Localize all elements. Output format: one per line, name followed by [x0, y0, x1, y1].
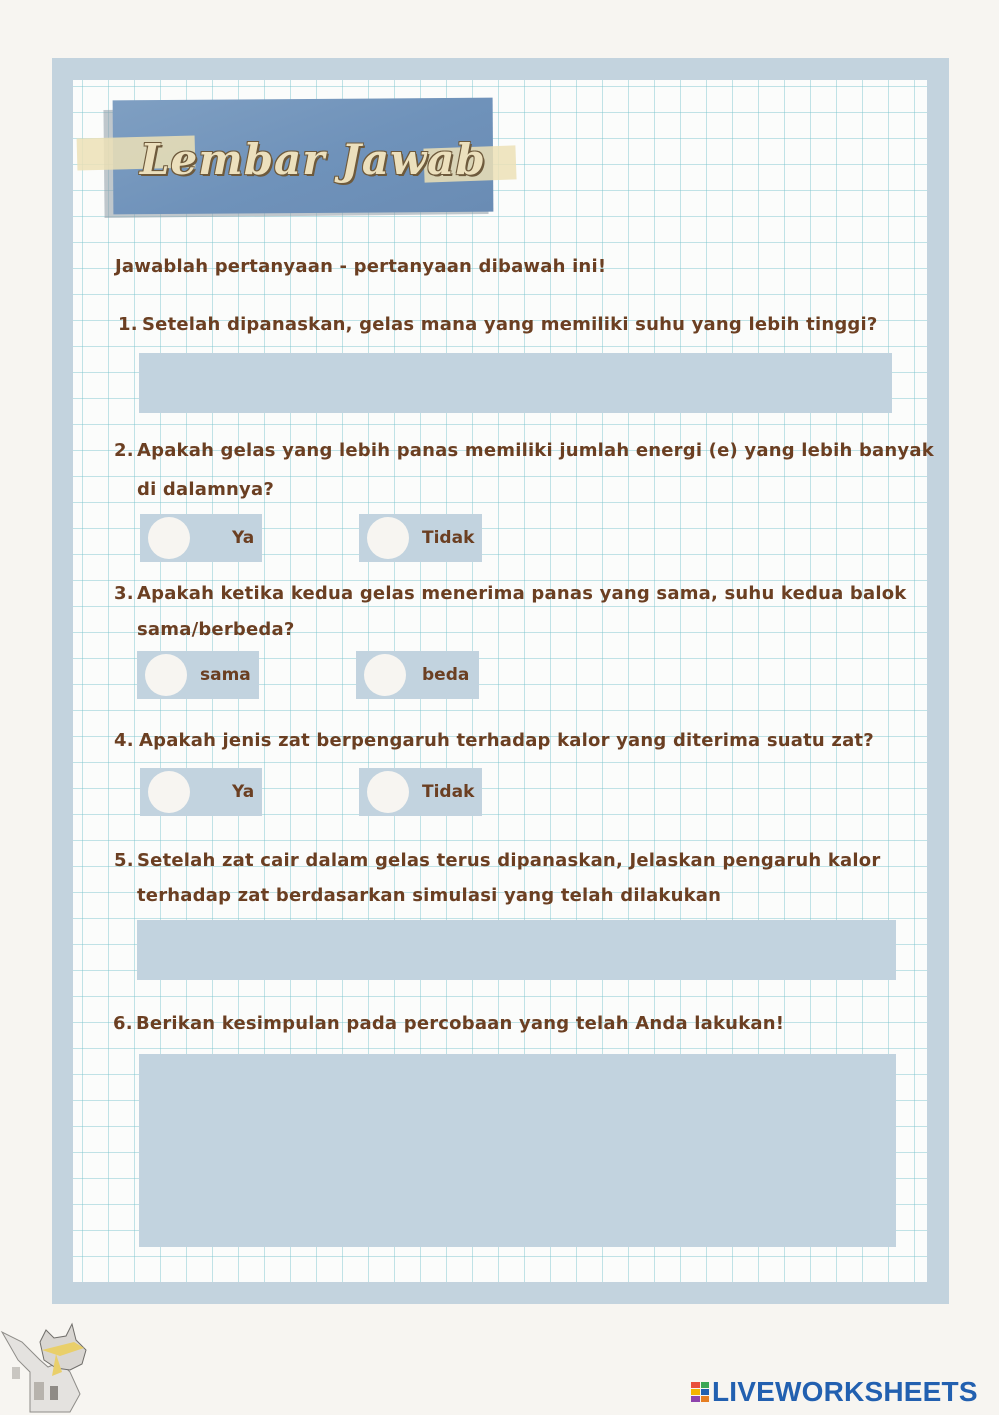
- question-2-text-line-2: di dalamnya?: [137, 479, 274, 500]
- answer-box-1[interactable]: [139, 353, 892, 413]
- question-5-text-line-2: terhadap zat berdasarkan simulasi yang telah dilakukan: [137, 885, 722, 906]
- radio-button[interactable]: [148, 771, 190, 813]
- question-5-number: 5.: [114, 850, 134, 871]
- question-1-number: 1.: [118, 314, 138, 335]
- question-3-number: 3.: [114, 583, 134, 604]
- logo-grid-icon: [691, 1382, 709, 1402]
- option-label: Ya: [232, 528, 255, 548]
- answer-box-5[interactable]: [137, 920, 896, 980]
- page-title: Lembar Jawab: [140, 135, 486, 184]
- option-q2-tidak[interactable]: [359, 514, 482, 562]
- option-q3-beda[interactable]: [356, 651, 479, 699]
- option-label: Ya: [232, 782, 255, 802]
- question-3-text-line-2: sama/berbeda?: [137, 619, 295, 640]
- option-q4-ya[interactable]: [140, 768, 262, 816]
- option-q3-sama[interactable]: [137, 651, 259, 699]
- option-label: sama: [200, 665, 251, 685]
- radio-button[interactable]: [145, 654, 187, 696]
- question-4-number: 4.: [114, 730, 134, 751]
- radio-button[interactable]: [148, 517, 190, 559]
- question-2-number: 2.: [114, 440, 134, 461]
- question-6-text: Berikan kesimpulan pada percobaan yang telah Anda lakukan!: [136, 1013, 785, 1034]
- option-label: Tidak: [422, 782, 475, 802]
- question-6-number: 6.: [113, 1013, 133, 1034]
- option-q2-ya[interactable]: [140, 514, 262, 562]
- logo-text: LIVEWORKSHEETS: [712, 1376, 978, 1407]
- question-5-text-line-1: Setelah zat cair dalam gelas terus dipanaskan, Jelaskan pengaruh kalor: [137, 850, 881, 871]
- option-label: Tidak: [422, 528, 475, 548]
- answer-box-6[interactable]: [139, 1054, 896, 1247]
- cat-illustration: [0, 1312, 110, 1415]
- instruction-text: Jawablah pertanyaan - pertanyaan dibawah ini!: [115, 256, 607, 277]
- radio-button[interactable]: [364, 654, 406, 696]
- radio-button[interactable]: [367, 517, 409, 559]
- radio-button[interactable]: [367, 771, 409, 813]
- question-2-text-line-1: Apakah gelas yang lebih panas memiliki jumlah energi (e) yang lebih banyak: [137, 440, 934, 461]
- question-1-text: Setelah dipanaskan, gelas mana yang memiliki suhu yang lebih tinggi?: [142, 314, 878, 335]
- liveworksheets-logo[interactable]: [691, 1375, 978, 1409]
- question-4-text: Apakah jenis zat berpengaruh terhadap kalor yang diterima suatu zat?: [139, 730, 874, 751]
- option-label: beda: [422, 665, 470, 685]
- option-q4-tidak[interactable]: [359, 768, 482, 816]
- question-3-text-line-1: Apakah ketika kedua gelas menerima panas yang sama, suhu kedua balok: [137, 583, 907, 604]
